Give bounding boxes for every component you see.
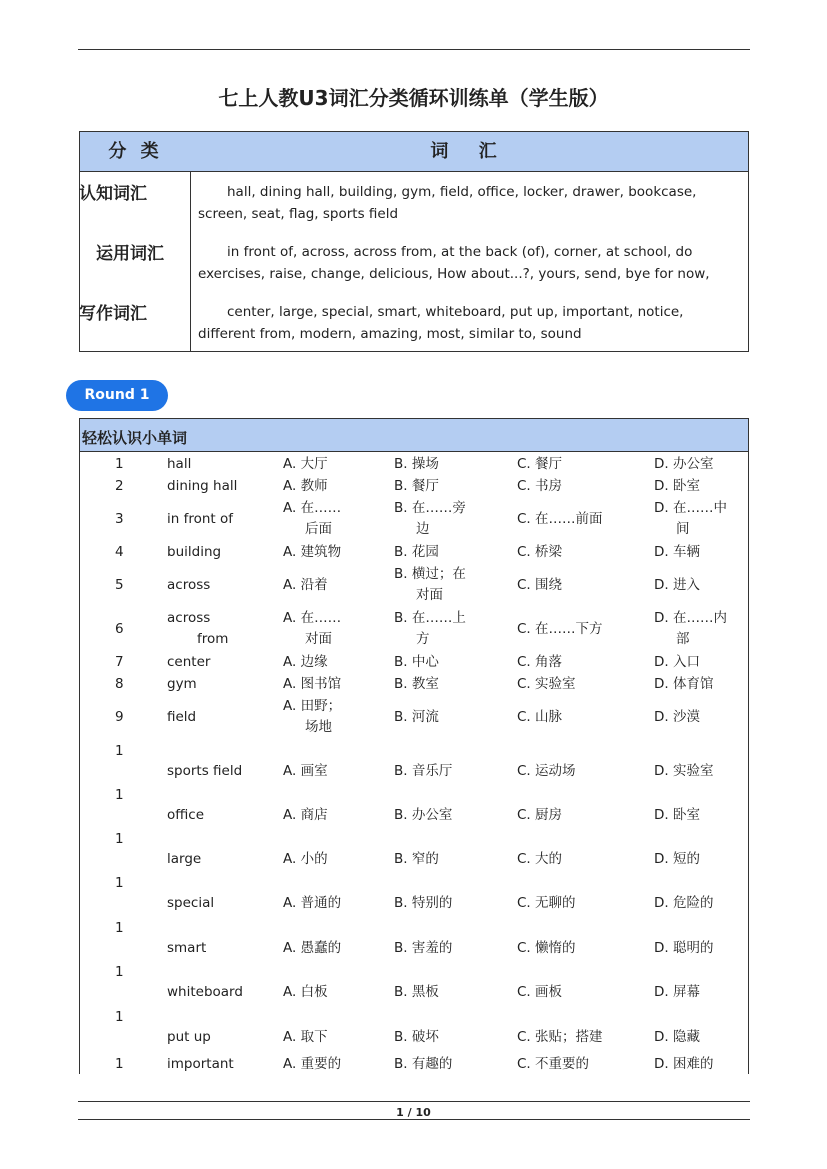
option-d-line: D. 卧室 xyxy=(654,807,700,823)
option-d xyxy=(654,1027,744,1048)
option-a-line: A. 大厅 xyxy=(283,455,328,472)
page-title: 七上人教U3词汇分类循环训练单（学生版） xyxy=(218,86,609,110)
option-d xyxy=(654,761,744,782)
option-a xyxy=(283,805,383,826)
option-a xyxy=(283,938,383,959)
question-number: 6 xyxy=(115,620,124,637)
category-words-cognitive: hall, dining hall, building, gym, field, office, locker, drawer, bookcase, screen, seat, flag, sports field xyxy=(198,184,697,222)
option-a xyxy=(283,608,383,650)
option-d-line: 间 xyxy=(676,521,690,537)
option-b xyxy=(394,674,504,695)
question-word: hall xyxy=(167,455,192,472)
option-c xyxy=(517,805,642,826)
option-b xyxy=(394,608,504,650)
option-c xyxy=(517,849,642,870)
section-header xyxy=(80,419,748,452)
option-d-line: D. 沙漠 xyxy=(654,708,700,725)
option-a xyxy=(283,652,383,673)
option-b xyxy=(394,938,504,959)
option-c xyxy=(517,674,642,695)
option-b-line: B. 教室 xyxy=(394,675,439,692)
question-word: special xyxy=(167,895,215,911)
option-b xyxy=(394,1027,504,1048)
option-b xyxy=(394,454,504,475)
question-word: in front of xyxy=(167,510,234,527)
option-d xyxy=(654,608,744,650)
option-a xyxy=(283,761,383,782)
question-word: across xyxy=(167,576,211,593)
question-number: 2 xyxy=(115,477,124,494)
option-a-line: 后面 xyxy=(305,521,332,537)
round-1-table xyxy=(79,418,749,1074)
option-a-line: A. 在…… xyxy=(283,500,342,516)
option-a xyxy=(283,498,383,540)
header-rule xyxy=(78,49,750,50)
option-b-line: 边 xyxy=(416,521,430,537)
option-c-line: C. 无聊的 xyxy=(517,895,576,911)
option-b-line: B. 中心 xyxy=(394,653,439,670)
option-d-line: D. 危险的 xyxy=(654,895,714,911)
question-number: 1 xyxy=(115,1009,124,1025)
option-a-line: A. 白板 xyxy=(283,984,328,1000)
option-a-line: 场地 xyxy=(305,719,332,735)
question-number: 1 xyxy=(115,831,124,847)
option-d xyxy=(654,542,744,563)
option-c-line: C. 不重要的 xyxy=(517,1055,590,1072)
option-c-line: C. 大的 xyxy=(517,851,563,867)
option-d-line: D. 困难的 xyxy=(654,1055,714,1072)
option-a-line: 对面 xyxy=(305,631,332,647)
option-c xyxy=(517,761,642,782)
option-a-line: A. 田野； xyxy=(283,698,342,714)
option-d xyxy=(654,982,744,1003)
option-d xyxy=(654,893,744,914)
option-d xyxy=(654,498,744,540)
question-word: building xyxy=(167,543,222,560)
option-b-line: B. 害羞的 xyxy=(394,940,453,956)
option-b xyxy=(394,707,504,728)
header-category: 分 类 xyxy=(108,141,163,162)
option-b xyxy=(394,1054,504,1075)
option-d xyxy=(654,805,744,826)
option-b xyxy=(394,893,504,914)
category-words-usage: in front of, across, across from, at the back (of), corner, at school, do exercises, raise, change, delicious, How about...?, yours, send, bye for now, xyxy=(198,244,710,282)
option-b-line: B. 横过；在 xyxy=(394,566,466,582)
option-d xyxy=(654,938,744,959)
option-a xyxy=(283,696,383,738)
question-number: 7 xyxy=(115,653,124,670)
option-c xyxy=(517,893,642,914)
option-a xyxy=(283,542,383,563)
option-d-line: D. 入口 xyxy=(654,653,700,670)
option-a-line: A. 普通的 xyxy=(283,895,342,911)
option-a xyxy=(283,849,383,870)
question-word: whiteboard xyxy=(167,984,243,1000)
option-a xyxy=(283,1054,383,1075)
option-b-line: B. 花园 xyxy=(394,543,439,560)
category-label-usage: 运用词汇 xyxy=(96,244,164,264)
option-c-line: C. 画板 xyxy=(517,984,563,1000)
question-word: gym xyxy=(167,675,197,692)
option-c-line: C. 书房 xyxy=(517,477,563,494)
option-d xyxy=(654,849,744,870)
option-c-line: C. 运动场 xyxy=(517,763,576,779)
option-d-line: D. 短的 xyxy=(654,851,700,867)
option-c-line: C. 山脉 xyxy=(517,708,563,725)
option-a-line: A. 图书馆 xyxy=(283,675,342,692)
question-number: 1 xyxy=(115,964,124,980)
option-d xyxy=(654,674,744,695)
page-number: 1 / 10 xyxy=(396,1106,431,1119)
option-c-line: C. 在……下方 xyxy=(517,620,603,637)
option-c-line: C. 在……前面 xyxy=(517,510,603,527)
option-b xyxy=(394,542,504,563)
question-number: 4 xyxy=(115,543,124,560)
option-c-line: C. 餐厅 xyxy=(517,455,563,472)
option-b-line: B. 在……旁 xyxy=(394,500,466,516)
option-a-line: A. 取下 xyxy=(283,1029,328,1045)
question-number: 1 xyxy=(115,455,124,472)
option-b-line: 方 xyxy=(416,631,430,647)
category-words-writing: center, large, special, smart, whiteboard, put up, important, notice, different from, modern, amazing, most, similar to, sound xyxy=(198,304,684,342)
option-c-line: C. 实验室 xyxy=(517,675,576,692)
option-c-line: C. 围绕 xyxy=(517,576,563,593)
option-b-line: B. 音乐厅 xyxy=(394,763,453,779)
question-number: 9 xyxy=(115,708,124,725)
option-c-line: C. 桥梁 xyxy=(517,543,563,560)
question-word: important xyxy=(167,1055,234,1072)
option-d xyxy=(654,476,744,497)
option-b xyxy=(394,498,504,540)
footer-rule-top xyxy=(78,1101,750,1102)
option-a xyxy=(283,575,383,596)
section-title: 轻松认识小单词 xyxy=(82,429,188,447)
option-b-line: B. 餐厅 xyxy=(394,477,439,494)
question-number: 8 xyxy=(115,675,124,692)
option-a-line: A. 沿着 xyxy=(283,576,328,593)
option-a-line: A. 画室 xyxy=(283,763,328,779)
question-word: across from xyxy=(167,610,229,647)
option-b-line: B. 有趣的 xyxy=(394,1055,453,1072)
header-words: 词 汇 xyxy=(430,141,509,162)
option-b xyxy=(394,761,504,782)
option-d-line: D. 屏幕 xyxy=(654,984,700,1000)
question-word: center xyxy=(167,653,211,670)
option-b-line: B. 破坏 xyxy=(394,1029,439,1045)
question-word: office xyxy=(167,807,205,823)
question-number: 5 xyxy=(115,576,124,593)
question-number: 1 xyxy=(115,920,124,936)
option-a xyxy=(283,674,383,695)
question-word: put up xyxy=(167,1029,211,1045)
option-c xyxy=(517,1027,642,1048)
option-a xyxy=(283,982,383,1003)
option-b-line: B. 办公室 xyxy=(394,807,453,823)
option-d xyxy=(654,1054,744,1075)
option-a-line: A. 愚蠢的 xyxy=(283,940,342,956)
option-c-line: C. 角落 xyxy=(517,653,563,670)
question-number: 1 xyxy=(115,743,124,759)
option-a-line: A. 小的 xyxy=(283,851,328,867)
option-c xyxy=(517,575,642,596)
category-label-cognitive: 认知词汇 xyxy=(79,184,147,204)
option-b-line: B. 河流 xyxy=(394,708,439,725)
option-c xyxy=(517,476,642,497)
question-number: 1 xyxy=(115,1055,124,1072)
option-c xyxy=(517,454,642,475)
question-word: dining hall xyxy=(167,477,238,494)
option-b xyxy=(394,476,504,497)
option-a-line: A. 教师 xyxy=(283,477,328,494)
option-c xyxy=(517,542,642,563)
option-a xyxy=(283,454,383,475)
option-a-line: A. 商店 xyxy=(283,807,328,823)
vocab-table-header xyxy=(80,132,748,172)
option-c xyxy=(517,652,642,673)
option-d-line: D. 办公室 xyxy=(654,455,714,472)
option-a-line: A. 建筑物 xyxy=(283,543,342,560)
option-d-line: D. 车辆 xyxy=(654,543,700,560)
option-d-line: D. 在……中 xyxy=(654,500,727,516)
option-d-line: D. 实验室 xyxy=(654,763,714,779)
option-b xyxy=(394,564,504,606)
option-a xyxy=(283,1027,383,1048)
option-b xyxy=(394,652,504,673)
option-b-line: B. 黑板 xyxy=(394,984,439,1000)
option-c xyxy=(517,509,642,530)
option-b-line: B. 操场 xyxy=(394,455,439,472)
column-divider xyxy=(190,172,191,351)
option-d-line: D. 体育馆 xyxy=(654,675,714,692)
option-a-line: A. 在…… xyxy=(283,610,342,626)
question-word: field xyxy=(167,708,197,725)
option-a xyxy=(283,893,383,914)
footer-rule-bottom xyxy=(78,1119,750,1120)
option-b-line: B. 特别的 xyxy=(394,895,453,911)
question-word: large xyxy=(167,851,202,867)
question-number: 3 xyxy=(115,510,124,527)
option-c xyxy=(517,707,642,728)
option-c-line: C. 张贴；搭建 xyxy=(517,1029,603,1045)
option-b xyxy=(394,982,504,1003)
option-d-line: D. 卧室 xyxy=(654,477,700,494)
option-d-line: D. 在……内 xyxy=(654,610,727,626)
option-b-line: B. 窄的 xyxy=(394,851,439,867)
option-d xyxy=(654,454,744,475)
option-c xyxy=(517,982,642,1003)
option-b-line: B. 在……上 xyxy=(394,610,466,626)
question-word: smart xyxy=(167,940,207,956)
option-b xyxy=(394,805,504,826)
option-d xyxy=(654,707,744,728)
option-d xyxy=(654,575,744,596)
option-b-line: 对面 xyxy=(416,587,443,603)
option-d-line: 部 xyxy=(676,631,690,647)
question-number: 1 xyxy=(115,787,124,803)
option-c xyxy=(517,938,642,959)
option-c xyxy=(517,1054,642,1075)
option-b xyxy=(394,849,504,870)
question-word: sports field xyxy=(167,763,243,779)
option-d-line: D. 进入 xyxy=(654,576,700,593)
option-a-line: A. 重要的 xyxy=(283,1055,342,1072)
option-a xyxy=(283,476,383,497)
option-d xyxy=(654,652,744,673)
option-c-line: C. 厨房 xyxy=(517,807,563,823)
category-label-writing: 写作词汇 xyxy=(79,304,147,324)
question-number: 1 xyxy=(115,875,124,891)
option-c-line: C. 懒惰的 xyxy=(517,940,576,956)
option-c xyxy=(517,619,642,640)
option-d-line: D. 聪明的 xyxy=(654,940,714,956)
option-a-line: A. 边缘 xyxy=(283,653,328,670)
option-d-line: D. 隐藏 xyxy=(654,1029,700,1045)
round-badge: Round 1 xyxy=(66,380,168,411)
vocab-category-table xyxy=(79,131,749,352)
